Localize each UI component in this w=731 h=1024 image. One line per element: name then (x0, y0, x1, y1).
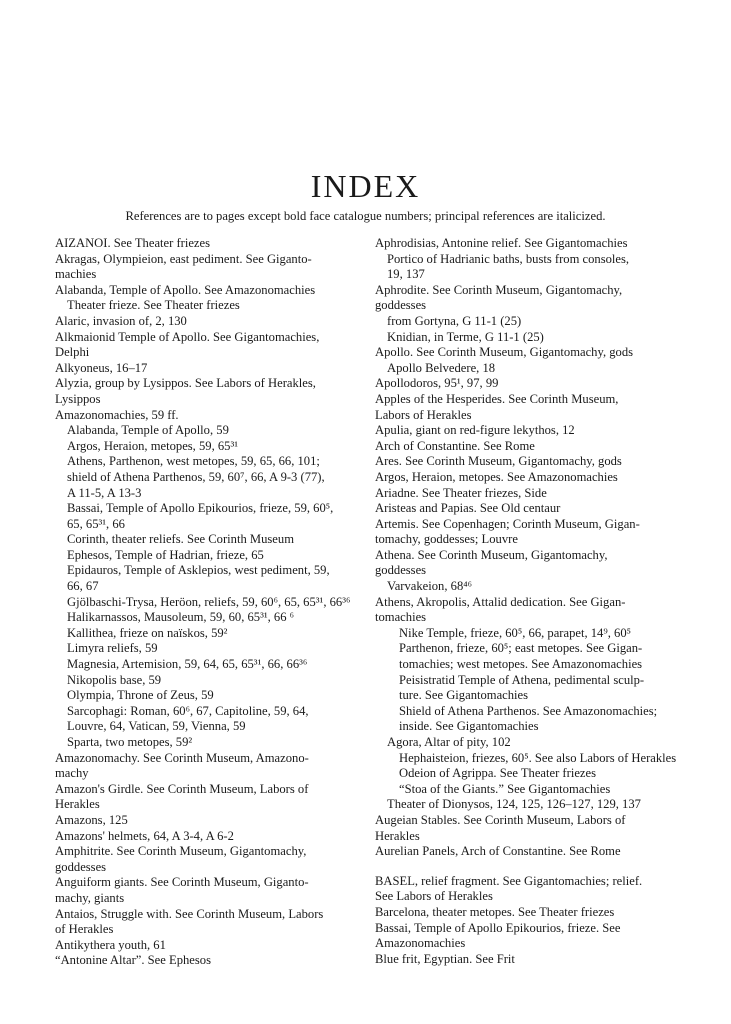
index-entry: Amazonomachy. See Corinth Museum, Amazono- machy (55, 750, 309, 781)
index-subentry: Sparta, two metopes, 59² (67, 735, 193, 749)
index-subentry: Gjölbaschi-Trysa, Heröon, reliefs, 59, 60⁶, 65, 65³¹, 66³⁶ (67, 594, 351, 609)
index-subentry: “Stoa of the Giants.” See Gigantomachies (399, 781, 611, 796)
index-subentry: Hephaisteion, friezes, 60⁵. See also Labors of Herakles (399, 750, 677, 765)
index-entry: AIZANOI. See Theater friezes (55, 236, 211, 250)
index-subentry: Agora, Altar of pity, 102 (387, 735, 511, 749)
index-column-right (375, 236, 675, 967)
index-entry: Amazons' helmets, 64, A 3-4, A 6-2 (55, 828, 234, 843)
index-entry: Alyzia, group by Lysippos. See Labors of Herakles, Lysippos (55, 376, 316, 406)
index-entry: Akragas, Olympieion, east pediment. See Giganto- machies (55, 251, 312, 282)
index-subentry: Epidauros, Temple of Asklepios, west pediment, 59, 66, 67 (67, 563, 330, 594)
index-subentry: Theater frieze. See Theater friezes (67, 298, 240, 313)
index-entry: Amazonomachies, 59 ff. (55, 407, 179, 422)
index-subentry: Athens, Parthenon, west metopes, 59, 65, 66, 101; shield of Athena Parthenos, 59, 60⁷, 66, A 9-3 (77), A 11-5, A 13-3 (67, 454, 325, 500)
index-subentry: Nikopolis base, 59 (67, 672, 162, 687)
index-entry: Barcelona, theater metopes. See Theater friezes (375, 904, 615, 919)
index-entry: Amazons, 125 (55, 812, 128, 827)
index-subentry: Odeion of Agrippa. See Theater friezes (399, 766, 596, 781)
index-subentry: Varvakeion, 68⁴⁶ (387, 579, 473, 594)
index-entry: Aurelian Panels, Arch of Constantine. See Rome (375, 844, 621, 859)
index-entry: Bassai, Temple of Apollo Epikourios, frieze. See Amazonomachies (375, 920, 621, 951)
index-subentry: Limyra reliefs, 59 (67, 641, 158, 656)
index-subentry: Ephesos, Temple of Hadrian, frieze, 65 (67, 547, 264, 562)
index-entry: Apollo. See Corinth Museum, Gigantomachy, gods (375, 345, 634, 360)
index-entry: Arch of Constantine. See Rome (375, 438, 535, 453)
index-subentry: Argos, Heraion, metopes, 59, 65³¹ (67, 438, 239, 453)
index-entry: Augeian Stables. See Corinth Museum, Labors of Herakles (375, 812, 626, 843)
index-entry: Apples of the Hesperides. See Corinth Museum, Labors of Herakles (375, 391, 619, 422)
index-subentry: Portico of Hadrianic baths, busts from consoles, 19, 137 (387, 251, 630, 282)
index-entry: Apulia, giant on red-figure lekythos, 12 (375, 423, 575, 438)
index-entry: Aphrodisias, Antonine relief. See Gigantomachies (375, 236, 628, 250)
index-subentry: Parthenon, frieze, 60⁵; east metopes. See Gigan- tomachies; west metopes. See Amazonomachies (399, 641, 643, 672)
index-entry: BASEL, relief fragment. See Gigantomachies; relief. See Labors of Herakles (375, 873, 643, 904)
index-entry: Anguiform giants. See Corinth Museum, Giganto- machy, giants (55, 875, 309, 905)
index-subentry: Nike Temple, frieze, 60⁵, 66, parapet, 14⁹, 60⁵ (399, 625, 632, 640)
index-subtitle: References are to pages except bold face catalogue numbers; principal references are italicized. (125, 209, 606, 223)
index-entry: Amphitrite. See Corinth Museum, Gigantomachy, goddesses (55, 844, 307, 874)
index-entry: Aristeas and Papias. See Old centaur (375, 501, 561, 516)
letter-group-gap (375, 860, 675, 874)
index-entry: “Antonine Altar”. See Ephesos (55, 953, 211, 968)
index-subentry: from Gortyna, G 11-1 (25) (387, 313, 522, 328)
index-subentry: Kallithea, frieze on naïskos, 59² (67, 625, 228, 640)
page-title: INDEX (310, 168, 421, 204)
index-entry: Ariadne. See Theater friezes, Side (375, 485, 547, 500)
index-subentry: Alabanda, Temple of Apollo, 59 (67, 423, 229, 438)
index-subentry: Knidian, in Terme, G 11-1 (25) (387, 329, 544, 344)
index-entry: Alabanda, Temple of Apollo. See Amazonomachies (55, 282, 316, 297)
index-entry: Apollodoros, 95¹, 97, 99 (375, 376, 499, 391)
index-subentry: Magnesia, Artemision, 59, 64, 65, 65³¹, 66, 66³⁶ (67, 657, 308, 672)
index-subentry: Apollo Belvedere, 18 (387, 360, 496, 375)
index-entry: Blue frit, Egyptian. See Frit (375, 951, 515, 966)
index-subentry: Shield of Athena Parthenos. See Amazonomachies; inside. See Gigantomachies (399, 703, 658, 734)
index-entry: Alkmaionid Temple of Apollo. See Gigantomachies, Delphi (55, 329, 320, 360)
index-subentry: Olympia, Throne of Zeus, 59 (67, 688, 214, 703)
index-subentry: Bassai, Temple of Apollo Epikourios, frieze, 59, 60⁵, 65, 65³¹, 66 (67, 501, 334, 531)
index-subentry: Peisistratid Temple of Athena, pedimental sculp- ture. See Gigantomachies (399, 672, 645, 703)
index-subentry: Corinth, theater reliefs. See Corinth Museum (67, 532, 294, 547)
index-entry: Antikythera youth, 61 (55, 937, 166, 952)
index-entry: Alaric, invasion of, 2, 130 (55, 313, 187, 328)
index-entry: Alkyoneus, 16–17 (55, 360, 148, 375)
index-entry: Amazon's Girdle. See Corinth Museum, Labors of Herakles (55, 781, 309, 812)
index-subentry: Sarcophagi: Roman, 60⁶, 67, Capitoline, 59, 64, Louvre, 64, Vatican, 59, Vienna, 59 (67, 703, 309, 734)
index-subentry: Halikarnassos, Mausoleum, 59, 60, 65³¹, 66 ⁶ (67, 610, 295, 625)
index-entry: Ares. See Corinth Museum, Gigantomachy, gods (375, 454, 622, 469)
index-column-left (55, 236, 370, 969)
index-entry: Athena. See Corinth Museum, Gigantomachy, goddesses (375, 547, 608, 578)
index-entry: Argos, Heraion, metopes. See Amazonomachies (375, 469, 618, 484)
index-subentry: Theater of Dionysos, 124, 125, 126–127, 129, 137 (387, 797, 641, 812)
index-entry: Antaios, Struggle with. See Corinth Museum, Labors of Herakles (55, 906, 324, 937)
index-entry: Athens, Akropolis, Attalid dedication. See Gigan- tomachies (375, 594, 626, 625)
index-entry: Artemis. See Copenhagen; Corinth Museum, Gigan- tomachy, goddesses; Louvre (375, 516, 640, 547)
index-entry: Aphrodite. See Corinth Museum, Gigantomachy, goddesses (375, 282, 623, 313)
